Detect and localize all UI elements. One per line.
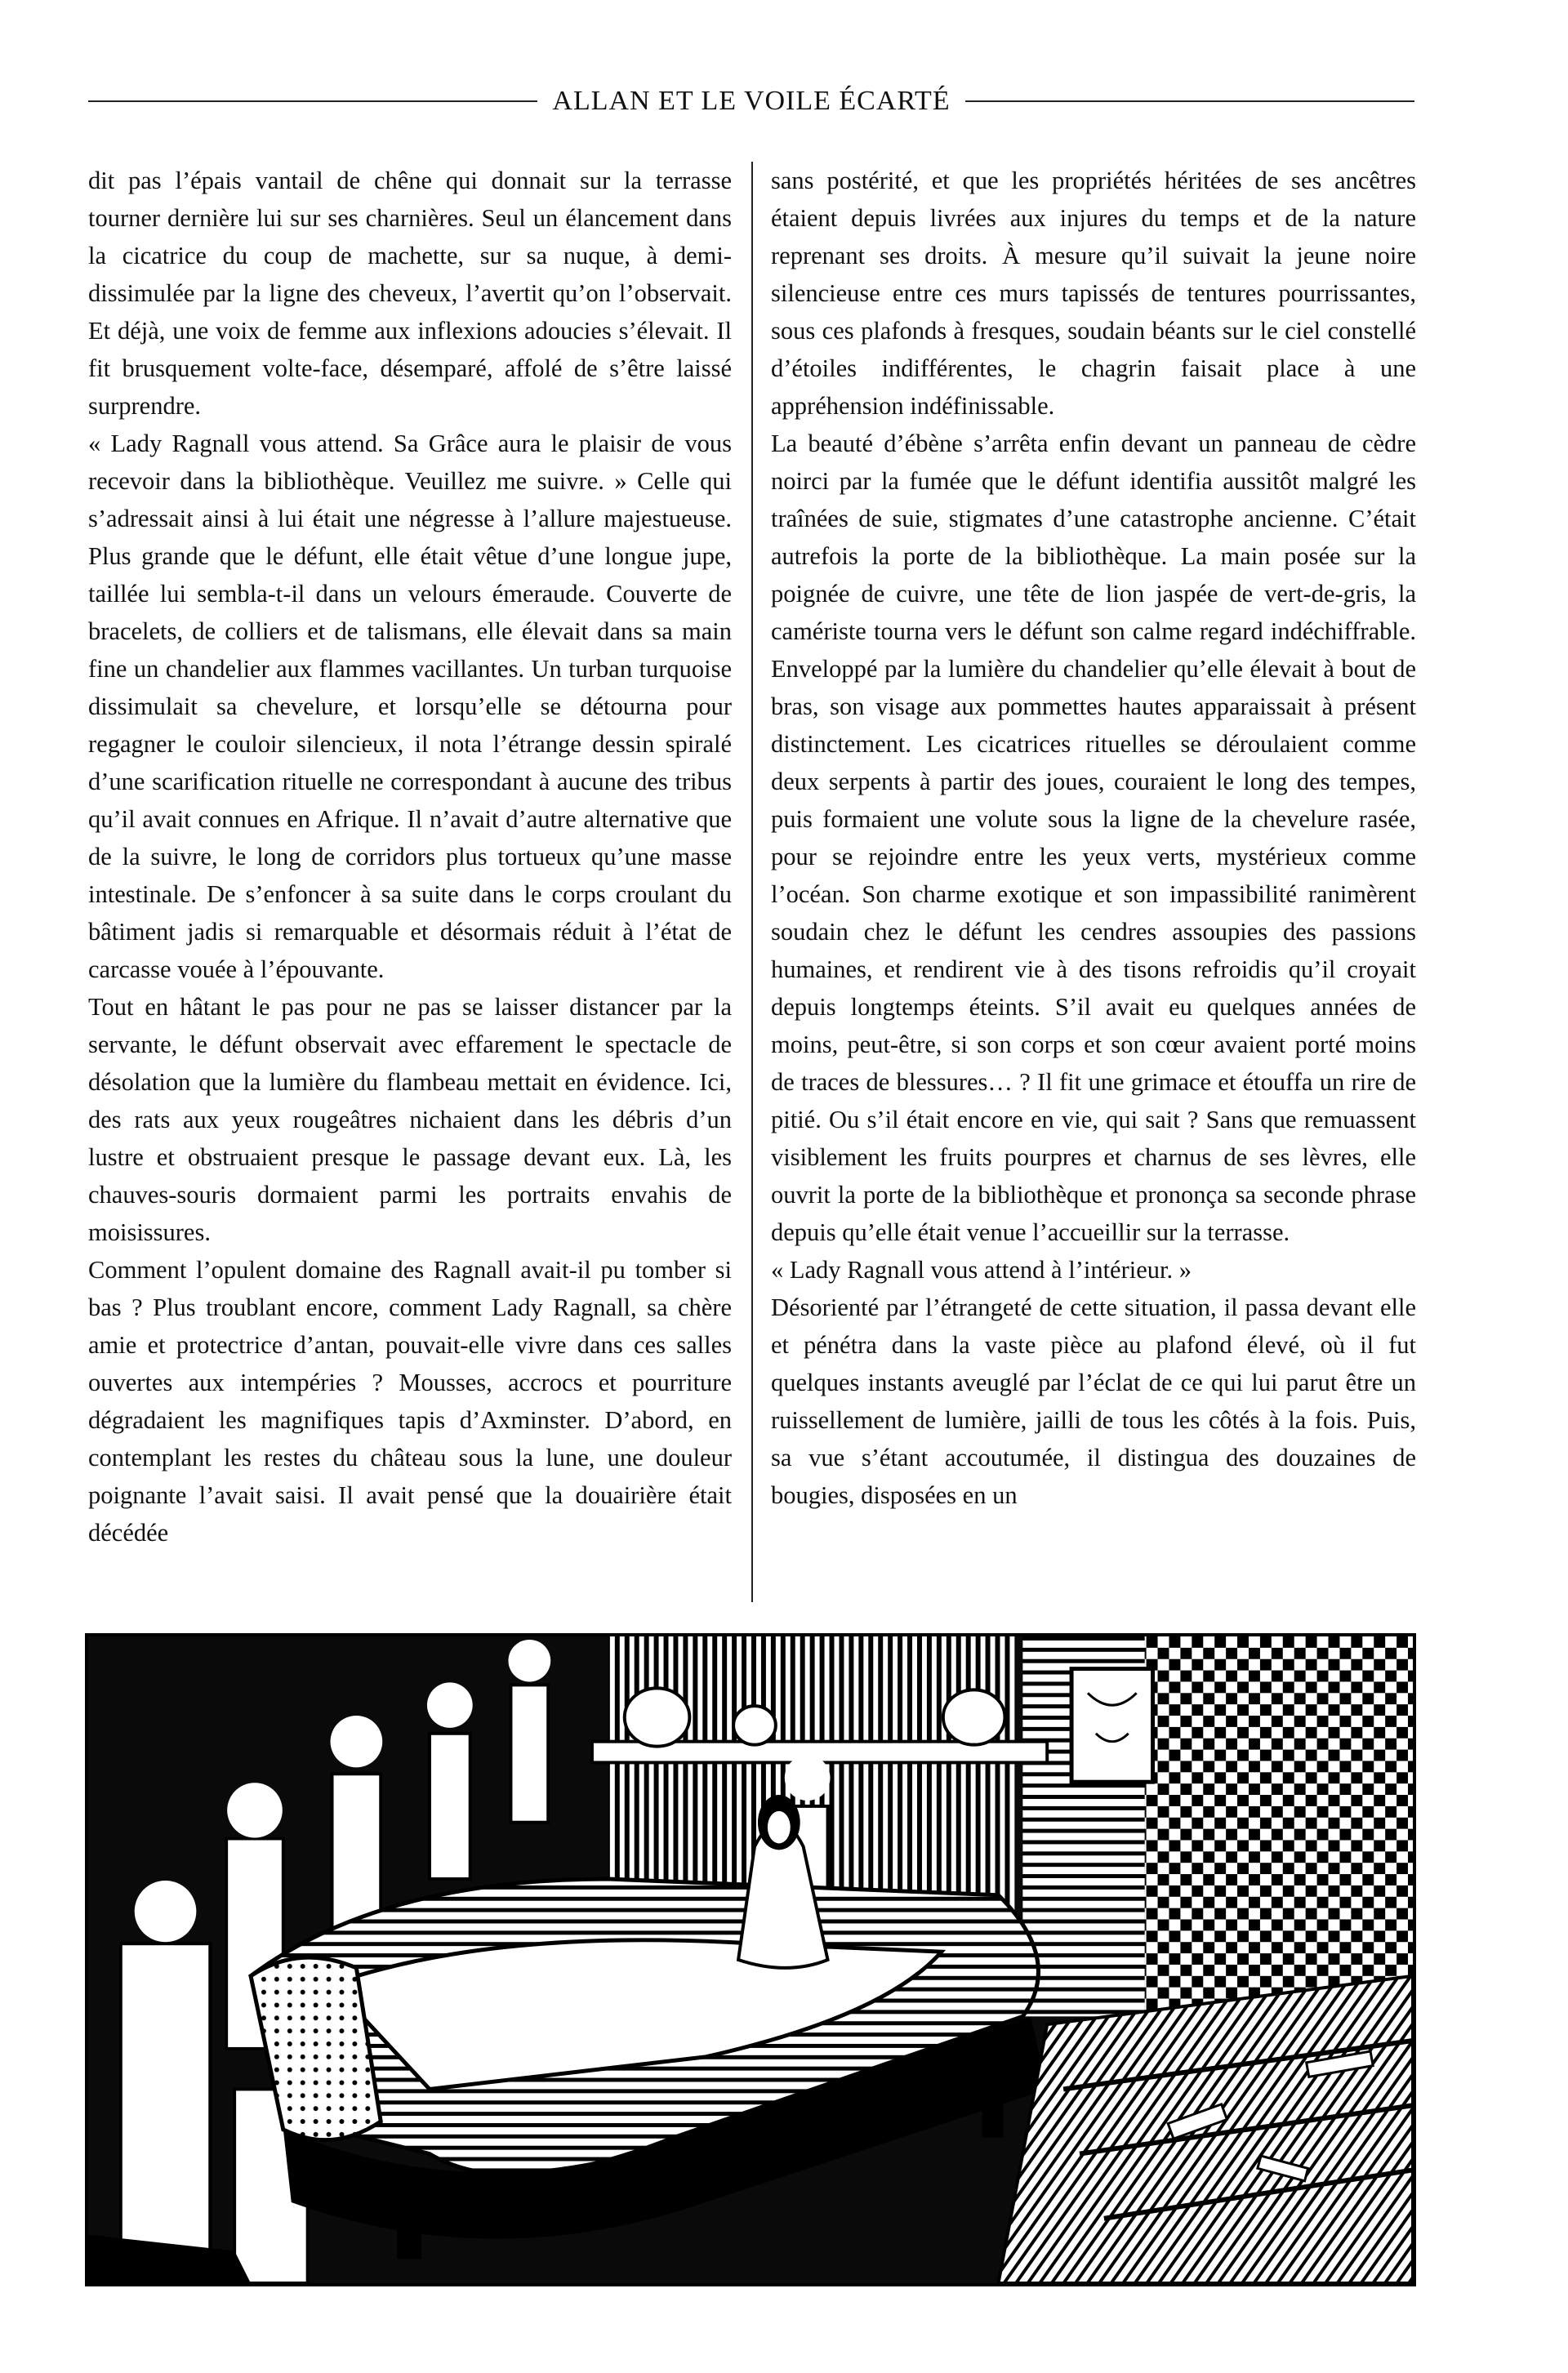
running-header [88,83,1414,119]
paragraph: Désorienté par l’étrangeté de cette situation, il passa devant elle et pénétra dans la vaste pièce au plafond élevé, où il fut quelques instants aveuglé par l’éclat de ce qui lui parut être un ruissellement de lumière, jailli de tous les côtés à la fois. Puis, sa vue s’étant accoutumée, il distingua des douzaines de bougies, disposées en un [771,1293,1416,1509]
right-column [771,162,1416,1607]
illustration-library-scene [85,1633,1416,2286]
paragraph: « Lady Ragnall vous attend à l’intérieur. » [771,1256,1192,1284]
paragraph: Tout en hâtant le pas pour ne pas se laisser distancer par la servante, le défunt observait avec effarement le spectacle de désolation que la lumière du flambeau mettait en évidence. Ici, des rats aux yeux rougeâtres nichaient dans les débris d’un lustre et obstruaient presque le passage devant eux. Là, les chauves-souris dormaient parmi les portraits envahis de moisissures. [88,993,732,1246]
column-divider [751,162,753,1602]
paragraph: dit pas l’épais vantail de chêne qui donnait sur la terrasse tourner dernière lui sur ses charnières. Seul un élancement dans la cicatrice du coup de machette, sur sa nuque, à demi-dissimulée par la ligne des cheveux, l’avertit qu’on l’observait. Et déjà, une voix de femme aux inflexions adoucies s’élevait. Il fit brusquement volte-face, désemparé, affolé de s’être laissé surprendre. [88,167,732,420]
paragraph: sans postérité, et que les propriétés héritées de ses ancêtres étaient depuis livrées aux injures du temps et de la nature reprenant ses droits. À mesure qu’il suivait la jeune noire silencieuse entre ces murs tapissés de tentures pourrissantes, sous ces plafonds à fresques, soudain béants sur le ciel constellé d’étoiles indifférentes, le chagrin faisait place à une appréhension indéfinissable. [771,167,1416,420]
left-column [88,162,732,1607]
ink-illustration [88,1636,1413,2283]
paragraph: Comment l’opulent domaine des Ragnall avait-il pu tomber si bas ? Plus troublant encore, comment Lady Ragnall, sa chère amie et protectrice d’antan, pouvait-elle vivre dans ces salles ouvertes aux intempéries ? Mousses, accrocs et pourriture dégradaient les magnifiques tapis d’Axminster. D’abord, en contemplant les restes du château sous la lune, une douleur poignante l’avait saisi. Il avait pensé que la douairière était décédée [88,1256,732,1547]
header-rule-right [965,100,1414,102]
header-rule-left [88,100,537,102]
page-title: ALLAN ET LE VOILE ÉCARTÉ [552,86,951,116]
paragraph: La beauté d’ébène s’arrêta enfin devant un panneau de cèdre noirci par la fumée que le défunt identifia aussitôt malgré les traînées de suie, stigmates d’une catastrophe ancienne. C’était autrefois la porte de la bibliothèque. La main posée sur la poignée de cuivre, une tête de lion jaspée de vert-de-gris, la caméristе tourna vers le défunt son calme regard indéchiffrable. Enveloppé par la lumière du chandelier qu’elle élevait à bout de bras, son visage aux pommettes hautes apparaissait à présent distinctement. Les cicatrices rituelles se déroulaient comme deux serpents à partir des joues, couraient le long des tempes, puis formaient une volute sous la ligne de la chevelure rasée, pour se rejoindre entre les yeux verts, mystérieux comme l’océan. Son charme exotique et son impassibilité ranimèrent soudain chez le défunt les cendres assoupies des passions humaines, et rendirent vie à des tisons refroidis qu’il croyait depuis longtemps éteints. S’il avait eu quelques années de moins, peut-être, si son corps et son cœur avaient porté moins de traces de blessures… ? Il fit une grimace et étouffa un rire de pitié. Ou s’il était encore en vie, qui sait ? Sans que remuassent visiblement les fruits pourpres et charnus de ses lèvres, elle ouvrit la porte de la bibliothèque et prononça sa seconde phrase depuis qu’elle était venue l’accueillir sur la terrasse. [771,430,1416,1246]
paragraph: « Lady Ragnall vous attend. Sa Grâce aura le plaisir de vous recevoir dans la bibliothèque. Veuillez me suivre. » Celle qui s’adressait ainsi à lui était une négresse à l’allure majestueuse. Plus grande que le défunt, elle était vêtue d’une longue jupe, taillée lui sembla-t-il dans un velours émeraude. Couverte de bracelets, de colliers et de talismans, elle élevait dans sa main fine un chandelier aux flammes vacillantes. Un turban turquoise dissimulait sa chevelure, et lorsqu’elle se détourna pour regagner le couloir silencieux, il nota l’étrange dessin spiralé d’une scarification rituelle ne correspondant à aucune des tribus qu’il avait connues en Afrique. Il n’avait d’autre alternative que de la suivre, le long de corridors plus tortueux qu’une masse intestinale. De s’enfoncer à sa suite dans le corps croulant du bâtiment jadis si remarquable et désormais réduit à l’état de carcasse vouée à l’épouvante. [88,430,732,983]
